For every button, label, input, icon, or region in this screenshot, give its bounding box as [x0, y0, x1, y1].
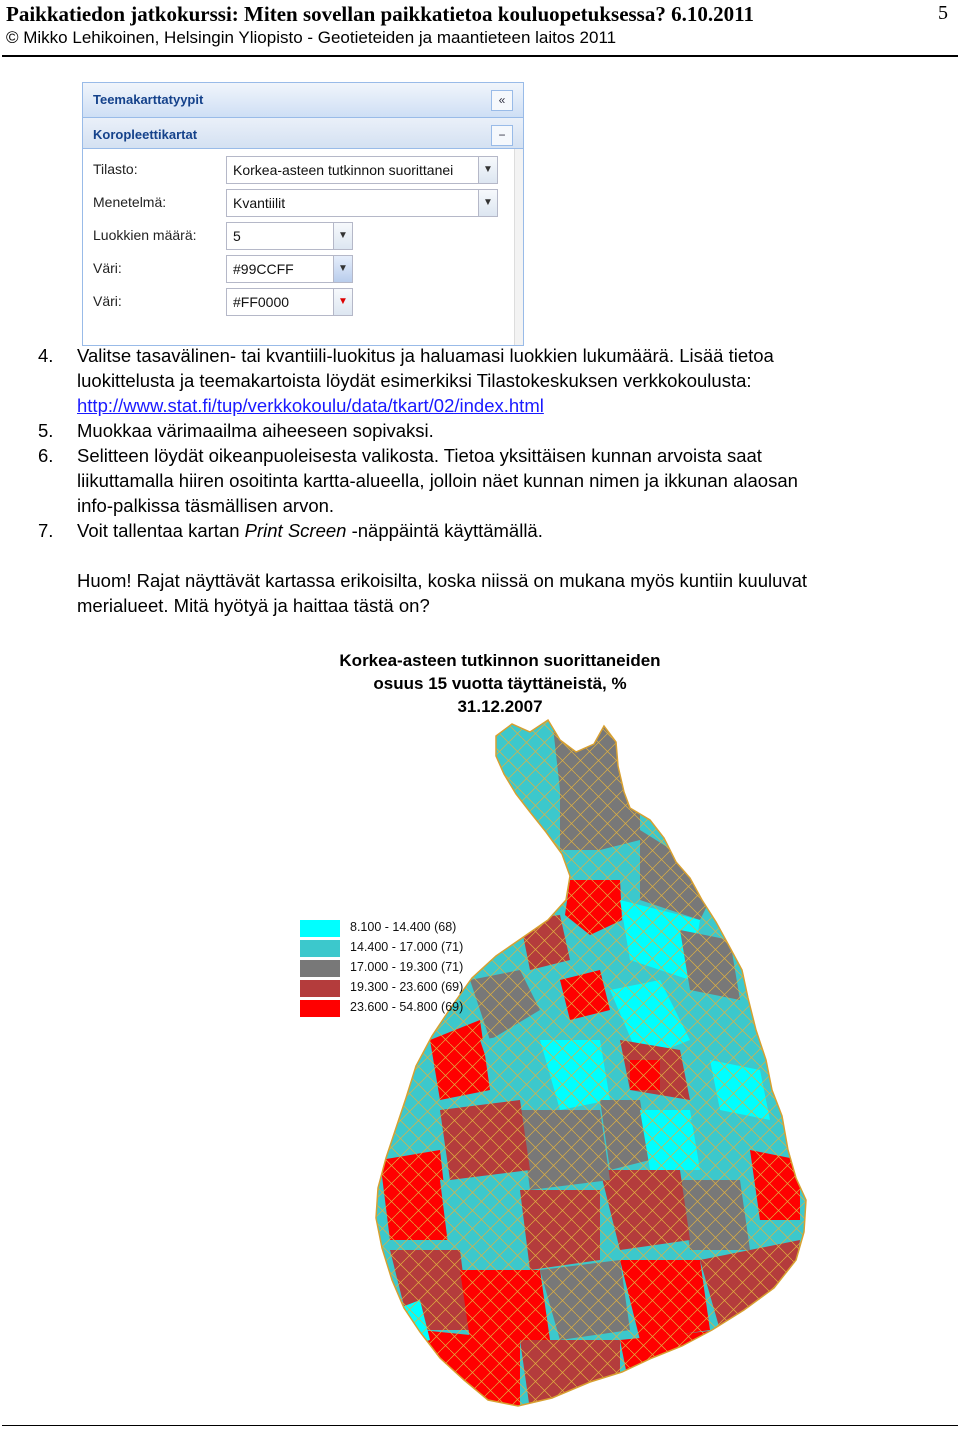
- legend-item: [298, 919, 498, 939]
- color-label-2: Väri:: [93, 293, 122, 309]
- map-title-line-3: 31.12.2007: [457, 697, 543, 716]
- note-line-1: Huom! Rajat näyttävät kartassa erikoisilta, koska niissä on mukana myös kuntiin kuuluvat: [77, 570, 808, 591]
- chevron-down-icon[interactable]: ▼: [333, 256, 352, 282]
- double-chevron-left-icon[interactable]: «: [491, 90, 513, 111]
- step-text: Valitse tasavälinen- tai kvantiili-luokitus ja haluamasi luokkien lukumäärä. Lisää tietoa: [77, 345, 774, 366]
- legend-label: 17.000 - 19.300 (71): [350, 960, 464, 974]
- panel-subtitle: Koropleettikartat: [93, 127, 198, 142]
- document-header-author: © Mikko Lehikoinen, Helsingin Yliopisto - Geotieteiden ja maantieteen laitos 2011: [6, 28, 617, 47]
- step-text: Muokkaa värimaailma aiheeseen sopivaksi.: [77, 420, 434, 441]
- step-4-line-2: luokittelusta ja teemakartoista löydät esimerkiksi Tilastokeskuksen verkkokoulusta:: [77, 370, 752, 391]
- color-label-1: Väri:: [93, 260, 122, 276]
- legend-item: [298, 959, 498, 979]
- step-number: 5.: [38, 420, 54, 441]
- footer-divider: [2, 1425, 958, 1426]
- minus-icon[interactable]: −: [491, 125, 513, 146]
- step-text: Selitteen löydät oikeanpuoleisesta valikosta. Tietoa yksittäisen kunnan arvoista saat: [77, 445, 762, 466]
- method-label: Menetelmä:: [93, 194, 167, 210]
- color-value-1: #99CCFF: [233, 261, 294, 277]
- step-number: 6.: [38, 445, 54, 466]
- chevron-down-icon[interactable]: ▼: [478, 190, 497, 216]
- map-title-line-2: osuus 15 vuotta täyttäneistä, %: [373, 674, 627, 693]
- note-line-2: merialueet. Mitä hyötyä ja haittaa tästä on?: [77, 595, 430, 616]
- legend-label: 23.600 - 54.800 (69): [350, 1000, 464, 1014]
- step-text-emphasis: Print Screen: [244, 520, 347, 541]
- statistic-label: Tilasto:: [93, 161, 138, 177]
- legend-label: 19.300 - 23.600 (69): [350, 980, 464, 994]
- statistic-value: Korkea-asteen tutkinnon suorittanei: [233, 162, 454, 178]
- panel-title: Teemakarttatyypit: [93, 92, 204, 107]
- class-count-label: Luokkien määrä:: [93, 227, 197, 243]
- class-count-value: 5: [233, 228, 241, 244]
- legend-item: [298, 939, 498, 959]
- document-header-title: Paikkatiedon jatkokurssi: Miten sovellan paikkatietoa kouluopetuksessa? 6.10.2011: [6, 2, 754, 26]
- chevron-down-icon[interactable]: ▼: [333, 289, 352, 315]
- legend-swatch: [300, 940, 340, 957]
- step-6-line-3: info-palkissa täsmällisen arvon.: [77, 495, 335, 516]
- legend-item: [298, 999, 498, 1019]
- step-number: 7.: [38, 520, 54, 541]
- chevron-down-icon[interactable]: ▼: [478, 157, 497, 183]
- legend-swatch: [300, 920, 340, 937]
- legend-swatch: [300, 980, 340, 997]
- chevron-down-icon[interactable]: ▼: [333, 223, 352, 249]
- legend-item: [298, 979, 498, 999]
- map-title-line-1: Korkea-asteen tutkinnon suorittaneiden: [339, 651, 661, 670]
- legend-swatch: [300, 1000, 340, 1017]
- verkkokoulu-link[interactable]: http://www.stat.fi/tup/verkkokoulu/data/tkart/02/index.html: [77, 395, 544, 416]
- step-number: 4.: [38, 345, 54, 366]
- step-6-line-2: liikuttamalla hiiren osoitinta kartta-alueella, jolloin näet kunnan nimen ja ikkunan alaosan: [77, 470, 798, 491]
- step-text: -näppäintä käyttämällä.: [346, 520, 543, 541]
- method-value: Kvantiilit: [233, 195, 286, 211]
- legend-label: 8.100 - 14.400 (68): [350, 920, 457, 934]
- legend-label: 14.400 - 17.000 (71): [350, 940, 464, 954]
- page-number: 5: [938, 2, 948, 24]
- color-value-2: #FF0000: [233, 294, 290, 310]
- step-text: Voit tallentaa kartan: [77, 520, 245, 541]
- legend-swatch: [300, 960, 340, 977]
